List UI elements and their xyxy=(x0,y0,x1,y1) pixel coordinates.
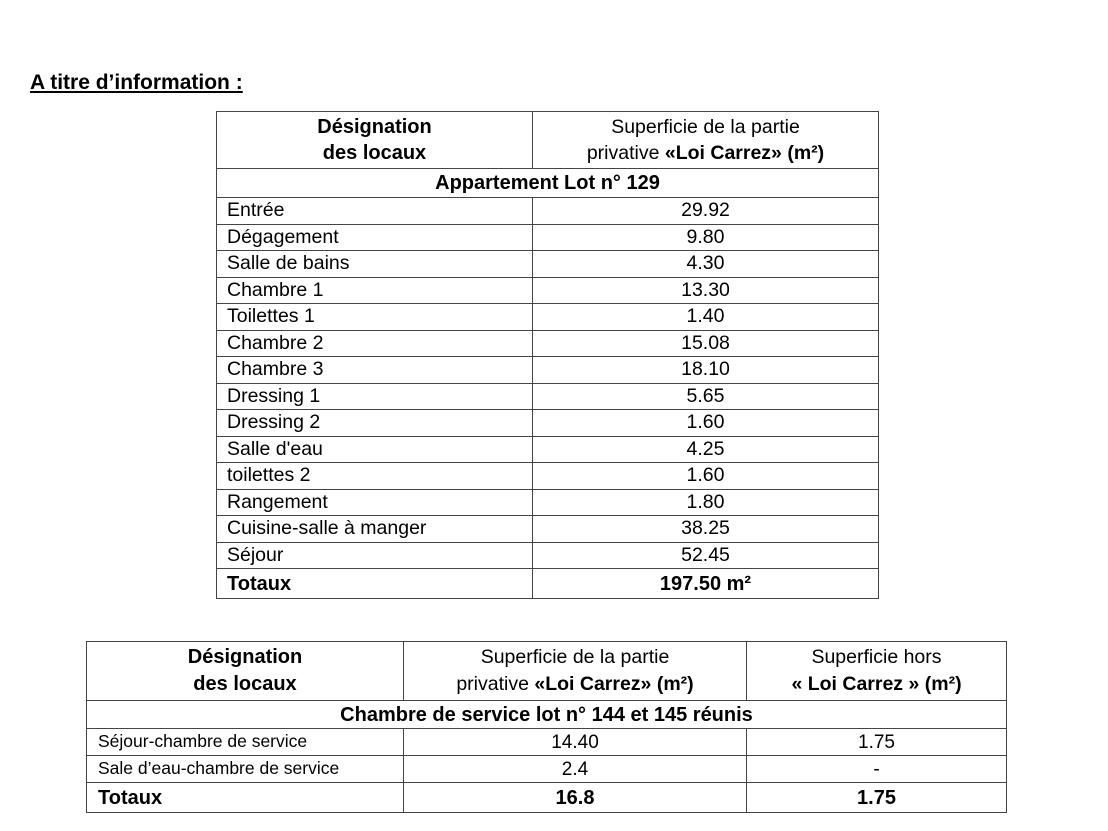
room-surface-carrez: 14.40 xyxy=(404,729,747,756)
table-row xyxy=(217,224,879,251)
room-name: Dégagement xyxy=(217,224,533,251)
table-row xyxy=(217,436,879,463)
header-surface xyxy=(533,112,879,169)
room-surface: 1.60 xyxy=(533,463,879,490)
table-row xyxy=(217,463,879,490)
room-surface: 1.80 xyxy=(533,489,879,516)
room-surface-carrez: 2.4 xyxy=(404,756,747,783)
table-body xyxy=(217,198,879,569)
table-row xyxy=(217,198,879,225)
room-surface: 52.45 xyxy=(533,542,879,569)
room-surface: 1.40 xyxy=(533,304,879,331)
header-surface-line1: Superficie de la partie xyxy=(480,646,670,668)
table-header-row xyxy=(217,112,879,169)
header-surface-line2-bold: «Loi Carrez» (m²) xyxy=(664,142,825,164)
room-surface: 1.60 xyxy=(533,410,879,437)
header-designation-line2: des locaux xyxy=(193,673,297,695)
table-row xyxy=(217,304,879,331)
total-label: Totaux xyxy=(217,569,533,599)
page-heading: A titre d’information : xyxy=(30,71,243,94)
room-surface-hors: 1.75 xyxy=(747,729,1007,756)
total-value: 197.50 m² xyxy=(533,569,879,599)
total-hors: 1.75 xyxy=(747,783,1007,813)
header-designation-line1: Désignation xyxy=(187,646,303,668)
section-title: Chambre de service lot n° 144 et 145 réunis xyxy=(87,701,1007,729)
section-title: Appartement Lot n° 129 xyxy=(217,169,879,198)
header-hors xyxy=(747,642,1007,701)
room-name: Dressing 2 xyxy=(217,410,533,437)
room-surface: 18.10 xyxy=(533,357,879,384)
table-row xyxy=(217,410,879,437)
room-name: Séjour-chambre de service xyxy=(87,729,404,756)
table-body xyxy=(87,729,1007,783)
room-surface: 9.80 xyxy=(533,224,879,251)
table-header-row xyxy=(87,642,1007,701)
room-name: Salle d'eau xyxy=(217,436,533,463)
table-row xyxy=(217,383,879,410)
header-designation xyxy=(217,112,533,169)
room-name: Toilettes 1 xyxy=(217,304,533,331)
section-row xyxy=(87,701,1007,729)
room-name: Chambre 1 xyxy=(217,277,533,304)
table-row xyxy=(217,516,879,543)
table-row xyxy=(217,357,879,384)
table-row xyxy=(217,542,879,569)
header-surface xyxy=(404,642,747,701)
room-name: Chambre 3 xyxy=(217,357,533,384)
header-designation-line2: des locaux xyxy=(322,142,427,164)
total-row xyxy=(217,569,879,599)
header-designation-line1: Désignation xyxy=(317,116,432,138)
room-name: Dressing 1 xyxy=(217,383,533,410)
table-row xyxy=(217,489,879,516)
header-hors-line1: Superficie hors xyxy=(811,646,942,668)
total-label: Totaux xyxy=(87,783,404,813)
table-row xyxy=(217,330,879,357)
room-name: Sale d’eau-chambre de service xyxy=(87,756,404,783)
total-carrez: 16.8 xyxy=(404,783,747,813)
loi-carrez-table-chambre-service xyxy=(86,641,1007,813)
room-name: Chambre 2 xyxy=(217,330,533,357)
room-name: toilettes 2 xyxy=(217,463,533,490)
header-hors-line2: « Loi Carrez » (m²) xyxy=(791,673,962,695)
room-surface: 38.25 xyxy=(533,516,879,543)
section-row xyxy=(217,169,879,198)
header-designation xyxy=(87,642,404,701)
header-surface-line2-prefix: privative xyxy=(456,673,535,695)
header-surface-line2-bold: «Loi Carrez» (m²) xyxy=(534,673,694,695)
header-surface-line2-prefix: privative xyxy=(586,142,665,164)
room-name: Rangement xyxy=(217,489,533,516)
room-surface: 4.30 xyxy=(533,251,879,278)
loi-carrez-table-lot-129 xyxy=(216,111,879,599)
table-row xyxy=(217,277,879,304)
table-row xyxy=(87,756,1007,783)
header-surface-line1: Superficie de la partie xyxy=(611,116,800,138)
room-surface: 13.30 xyxy=(533,277,879,304)
room-name: Entrée xyxy=(217,198,533,225)
room-surface: 5.65 xyxy=(533,383,879,410)
room-name: Cuisine-salle à manger xyxy=(217,516,533,543)
room-name: Séjour xyxy=(217,542,533,569)
total-row xyxy=(87,783,1007,813)
room-name: Salle de bains xyxy=(217,251,533,278)
room-surface: 4.25 xyxy=(533,436,879,463)
table-row xyxy=(217,251,879,278)
room-surface-hors: - xyxy=(747,756,1007,783)
table-row xyxy=(87,729,1007,756)
room-surface: 15.08 xyxy=(533,330,879,357)
room-surface: 29.92 xyxy=(533,198,879,225)
